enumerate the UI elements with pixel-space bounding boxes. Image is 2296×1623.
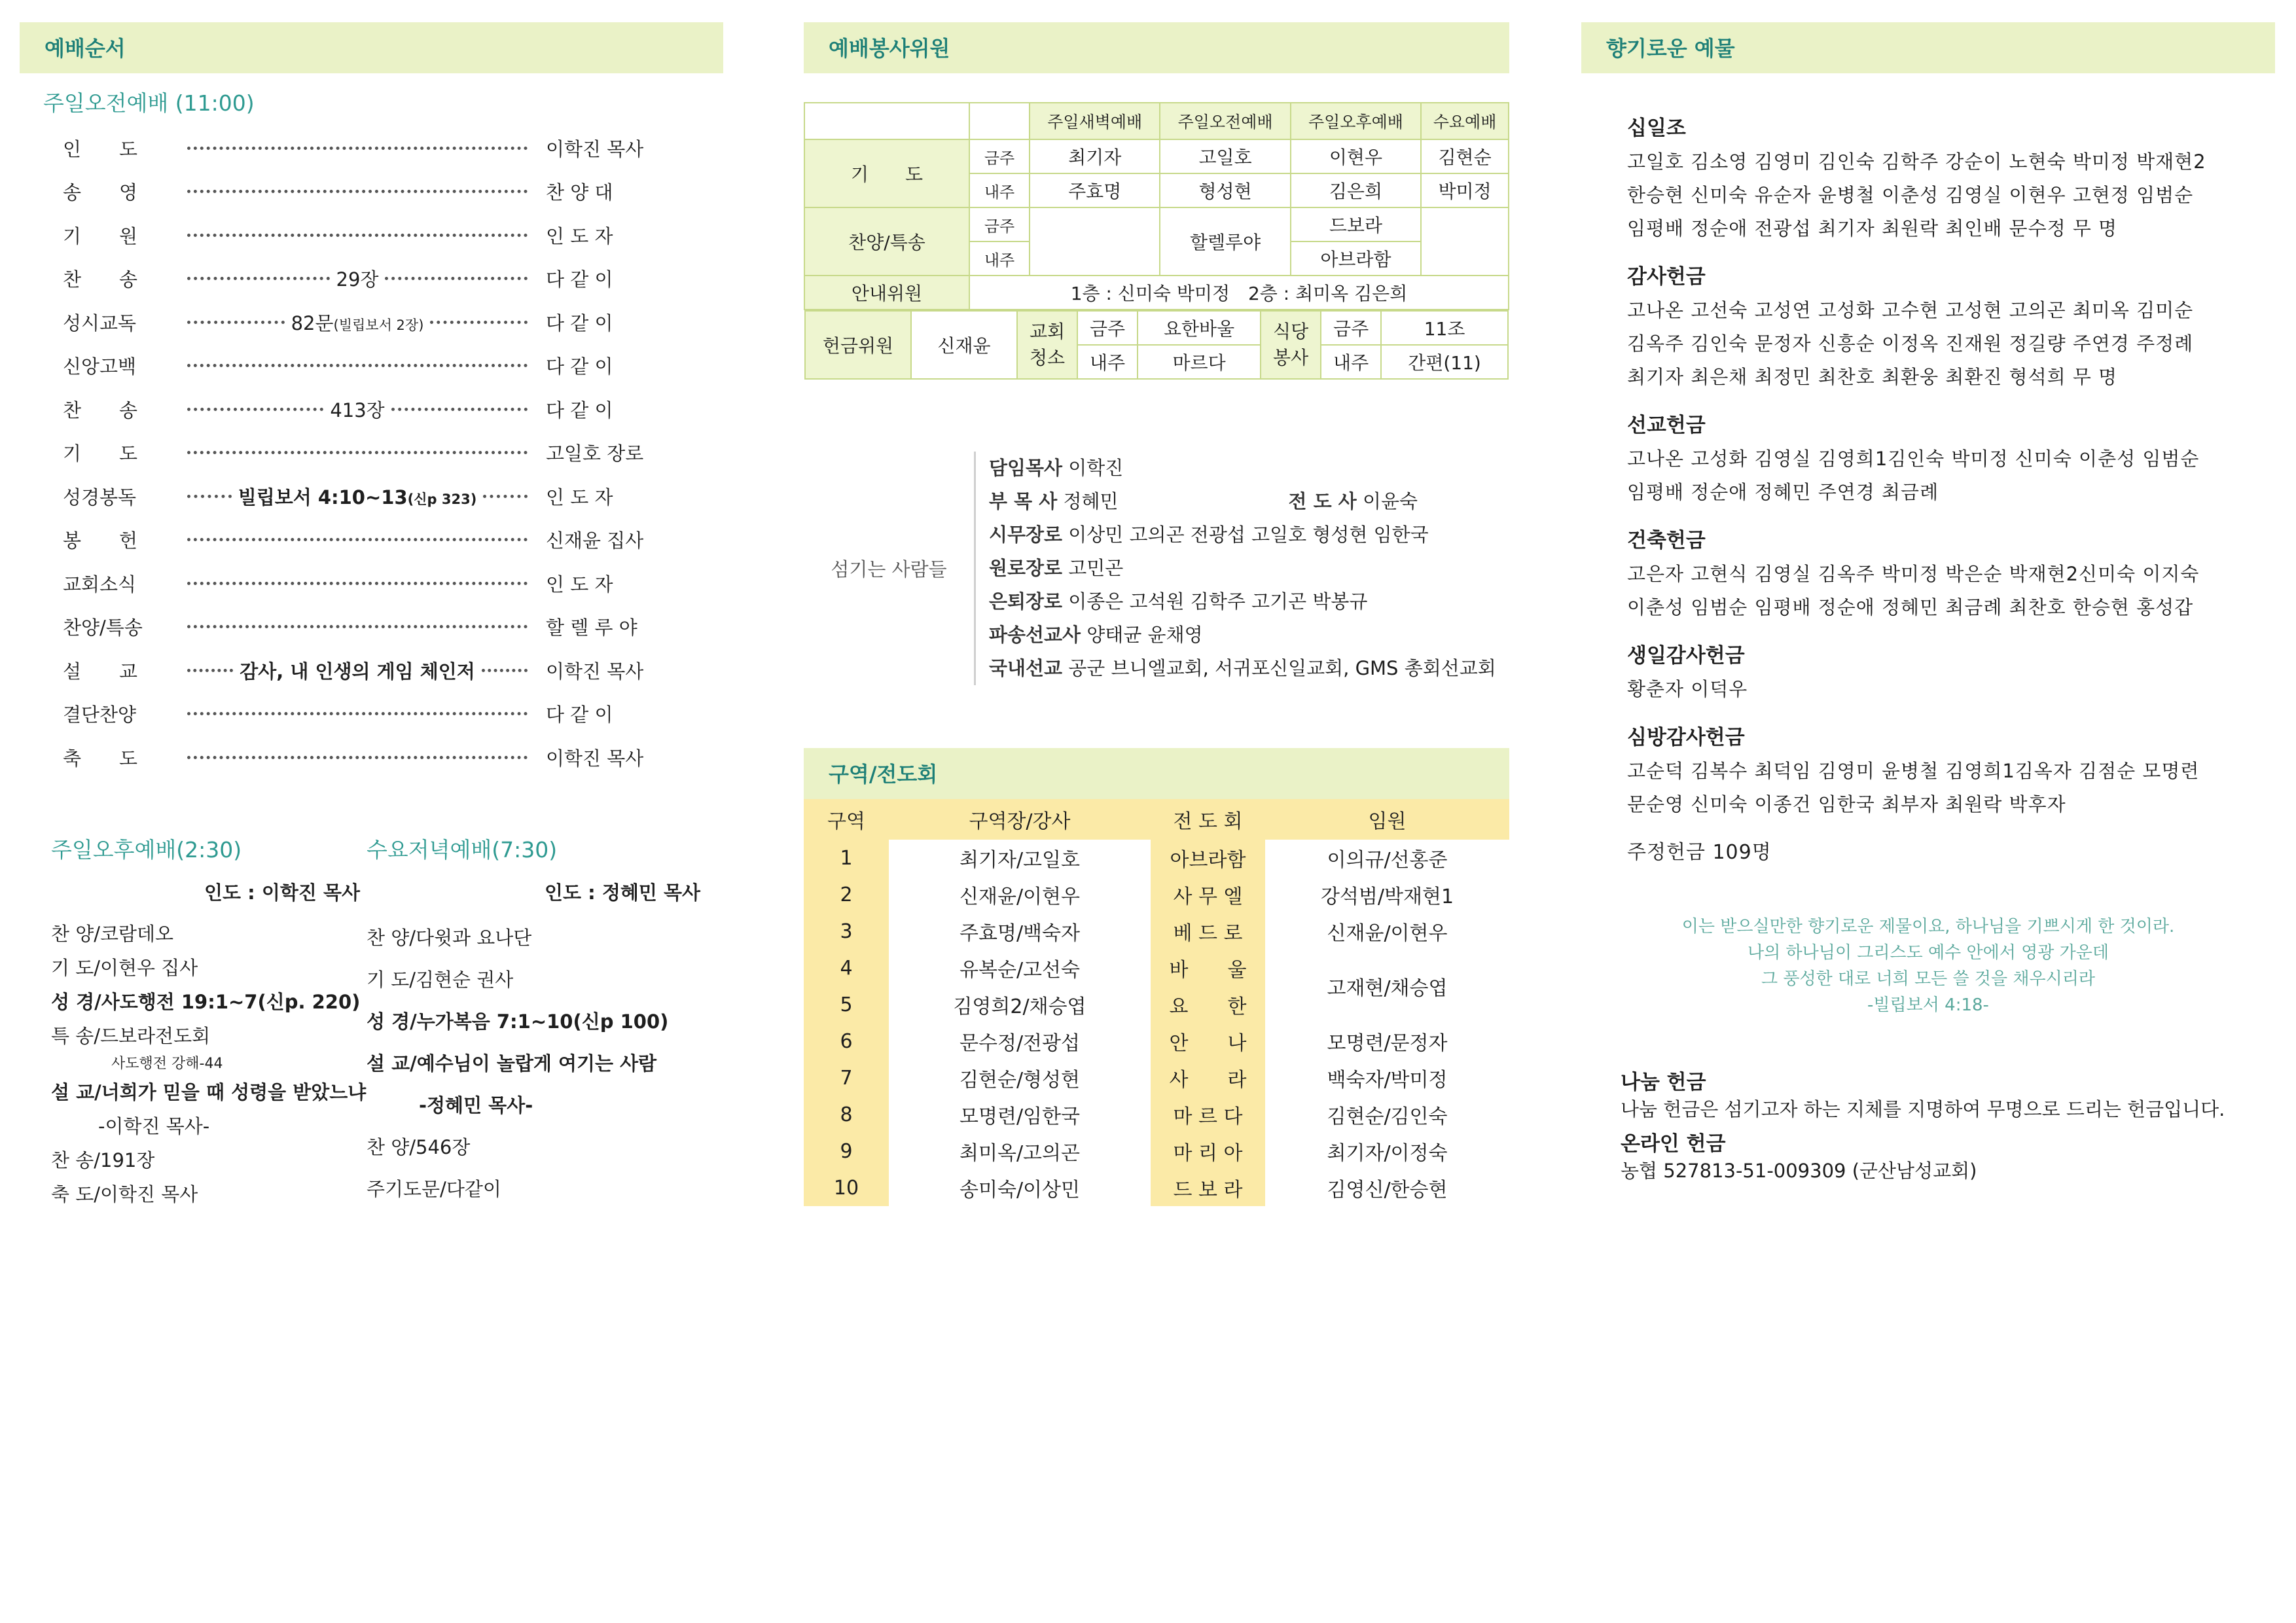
people-row xyxy=(989,452,1496,485)
offering-names: 김옥주 김인숙 문정자 신흥순 이정옥 진재원 정길량 주연경 주정례 xyxy=(1627,332,2194,355)
leader-dots xyxy=(187,669,233,672)
leader-dots xyxy=(187,277,330,280)
order-item: 찬 송 xyxy=(63,268,138,291)
order-item: 찬양/특송 xyxy=(63,616,143,639)
people-row xyxy=(989,552,1496,585)
district-society: 드 보 라 xyxy=(1151,1169,1265,1206)
people-title: 원로장로 xyxy=(989,557,1063,579)
people-names: 이학진 xyxy=(1068,457,1124,479)
order-item: 기 원 xyxy=(63,224,138,247)
district-society: 사 무 엘 xyxy=(1151,876,1265,913)
district-no: 8 xyxy=(804,1096,889,1133)
district-leader: 최미옥/고의곤 xyxy=(960,1142,1080,1165)
district-leader: 최기자/고일호 xyxy=(960,849,1080,872)
leader-dots xyxy=(187,234,528,237)
kitchen-this: 11조 xyxy=(1381,311,1508,345)
order-item: 기 도 xyxy=(63,442,138,465)
people-row xyxy=(989,618,1496,652)
other-services xyxy=(20,833,723,1211)
order-item: 교회소식 xyxy=(63,573,137,596)
order-item: 축 도 xyxy=(63,747,138,770)
district-col-header: 구역 xyxy=(804,799,889,840)
district-no: 7 xyxy=(804,1060,889,1096)
kitchen-label-2: 봉사 xyxy=(1273,347,1309,368)
order-detail-note: (빌립보서 2장) xyxy=(333,317,424,333)
online-title: 온라인 헌금 xyxy=(1621,1132,1726,1156)
people-row xyxy=(989,518,1496,552)
leader-dots xyxy=(187,147,528,150)
next-week-label: 내주 xyxy=(969,241,1030,276)
order-row xyxy=(20,126,723,170)
order-item: 성경봉독 xyxy=(63,486,137,508)
offering-value: 신재윤 xyxy=(911,311,1017,379)
col-header: 수요예배 xyxy=(1421,103,1509,139)
district-row xyxy=(804,1060,1509,1096)
people-names: 고민곤 xyxy=(1068,557,1124,579)
wed-line: 설 교/예수님이 놀랍게 여기는 사람 xyxy=(367,1052,657,1075)
order-person: 다 같 이 xyxy=(546,355,613,378)
district-row xyxy=(804,1096,1509,1133)
people-names: 이종은 고석원 김학주 고기곤 박봉규 xyxy=(1068,590,1368,613)
district-table xyxy=(804,799,1509,1206)
corner-cell-2 xyxy=(969,103,1030,139)
cell: 최기자 xyxy=(1030,139,1160,173)
offering-names: 고일호 김소영 김영미 김인숙 김학주 강순이 노현숙 박미정 박재현2 xyxy=(1627,151,2206,173)
people-names: 이상민 고의곤 전광섭 고일호 형성현 임한국 xyxy=(1068,524,1429,546)
sa-line: 성 경/사도행전 19:1~7(신p. 220) xyxy=(51,990,361,1013)
order-row xyxy=(20,518,723,562)
leader-dots xyxy=(483,495,528,498)
order-detail-main: 감사, 내 인생의 게임 체인저 xyxy=(240,660,475,683)
sunday-afternoon-title: 주일오후예배(2:30) xyxy=(51,836,242,863)
district-leader: 문수정/전광섭 xyxy=(960,1032,1080,1055)
district-officer: 백숙자/박미정 xyxy=(1327,1069,1448,1092)
wed-line: 성 경/누가복음 7:1~10(신p 100) xyxy=(367,1010,669,1033)
sa-line: -이학진 목사- xyxy=(98,1115,210,1137)
order-detail xyxy=(238,483,477,510)
wed-line: 주기도문/다같이 xyxy=(367,1177,501,1200)
order-middle xyxy=(181,756,534,759)
order-middle xyxy=(181,147,534,150)
order-person: 인 도 자 xyxy=(546,573,613,596)
order-person: 다 같 이 xyxy=(546,268,613,291)
district-no: 4 xyxy=(804,950,889,986)
district-col-header: 전 도 회 xyxy=(1151,799,1265,840)
district-officer: 신재윤/이현우 xyxy=(1327,922,1448,945)
next-week-label: 내주 xyxy=(1321,345,1381,379)
order-detail-main: 413장 xyxy=(330,399,385,421)
order-row xyxy=(20,431,723,475)
district-leader: 모명련/임한국 xyxy=(960,1105,1080,1128)
serving-people-label: 섬기는 사람들 xyxy=(831,558,947,580)
serving-people xyxy=(804,452,1509,685)
cell: 박미정 xyxy=(1421,173,1509,207)
order-middle xyxy=(181,483,534,510)
order-row xyxy=(20,213,723,257)
offering-group-title: 심방감사헌금 xyxy=(1627,726,1745,749)
cleaning-label-2: 청소 xyxy=(1029,347,1066,368)
leader-dots xyxy=(385,277,528,280)
cell: 할렐루야 xyxy=(1160,207,1290,276)
praise-label: 찬양/특송 xyxy=(804,207,969,276)
order-detail-main: 빌립보서 4:10~13 xyxy=(238,486,408,508)
district-no: 2 xyxy=(804,876,889,913)
cell: 이현우 xyxy=(1291,139,1421,173)
leader-dots xyxy=(187,408,323,411)
people-title: 국내선교 xyxy=(989,657,1063,679)
offering-group-title: 감사헌금 xyxy=(1627,265,1706,289)
order-detail xyxy=(240,657,475,684)
order-detail-main: 29장 xyxy=(336,268,379,291)
this-week-label: 금주 xyxy=(1077,311,1138,345)
offering-group xyxy=(1627,111,2275,245)
leader-dots xyxy=(187,451,528,454)
order-detail xyxy=(330,396,384,423)
district-officer: 최기자/이정숙 xyxy=(1327,1142,1448,1165)
order-person: 찬 양 대 xyxy=(546,181,613,204)
sa-line: 특 송/드보라전도회 xyxy=(51,1024,211,1047)
cell: 고일호 xyxy=(1160,139,1290,173)
order-item: 신앙고백 xyxy=(63,355,137,378)
offering-row xyxy=(804,310,1509,380)
people-row xyxy=(989,585,1496,618)
order-person: 이학진 목사 xyxy=(546,137,644,160)
cell xyxy=(1421,207,1509,276)
order-item: 찬 송 xyxy=(63,399,138,421)
people-title: 담임목사 xyxy=(989,457,1063,479)
district-society: 안 나 xyxy=(1151,1023,1265,1060)
sa-line-note: 사도행전 강해-44 xyxy=(111,1055,223,1072)
leader-dots xyxy=(187,364,528,367)
order-person: 인 도 자 xyxy=(546,224,613,247)
offering-names: 최기자 최은채 최정민 최찬호 최환웅 최환진 형석희 무 명 xyxy=(1627,366,2118,388)
order-person: 고일호 장로 xyxy=(546,442,644,465)
people-title: 파송선교사 xyxy=(989,624,1081,646)
order-person: 다 같 이 xyxy=(546,704,613,726)
order-row xyxy=(20,736,723,779)
order-middle xyxy=(181,265,534,292)
district-leader: 김영희2/채승엽 xyxy=(953,995,1086,1018)
wed-line: 찬 양/다윗과 요나단 xyxy=(367,926,532,949)
offering-names: 고나온 고선숙 고성연 고성화 고수현 고성현 고의곤 최미옥 김미순 xyxy=(1627,299,2194,321)
order-row xyxy=(20,170,723,214)
district-row xyxy=(804,950,1509,986)
cell xyxy=(1030,207,1160,276)
offering-group-title: 십일조 xyxy=(1627,116,1686,140)
people-title: 은퇴장로 xyxy=(989,590,1063,613)
district-row xyxy=(804,1169,1509,1206)
bible-verse xyxy=(1581,914,2275,1018)
order-item: 성시교독 xyxy=(63,312,137,334)
district-leader: 신재윤/이현우 xyxy=(960,885,1080,908)
worship-order-column xyxy=(20,22,723,1211)
district-officer: 고재현/채승엽 xyxy=(1327,977,1448,1000)
order-person: 다 같 이 xyxy=(546,312,613,334)
order-item: 설 교 xyxy=(63,660,138,683)
serving-people-list xyxy=(974,452,1496,685)
verse-line: 그 풍성한 대로 너희 모든 쓸 것을 채우시리라 xyxy=(1761,969,2095,989)
usher-value: 1층 : 신미숙 박미정 2층 : 최미옥 김은희 xyxy=(969,276,1509,310)
offering-group-title: 건축헌금 xyxy=(1627,529,1706,552)
district-officer: 김영신/한승현 xyxy=(1327,1179,1448,1202)
leader-dots xyxy=(187,190,528,193)
online-text: 농협 527813-51-009309 (군산남성교회) xyxy=(1621,1160,1977,1182)
district-society: 마 르 다 xyxy=(1151,1096,1265,1133)
sa-line: 축 도/이학진 목사 xyxy=(51,1183,198,1205)
order-detail xyxy=(336,265,379,292)
offering-names: 이춘성 임범순 임평배 정순애 정혜민 최금례 최찬호 한승현 홍성갑 xyxy=(1627,596,2194,618)
leader-dots xyxy=(187,625,528,628)
district-col-header: 구역장/강사 xyxy=(889,799,1151,840)
col-header: 주일오후예배 xyxy=(1291,103,1421,139)
offering-group-title: 생일감사헌금 xyxy=(1627,644,1745,668)
sa-line: 찬 송/191장 xyxy=(51,1149,155,1171)
cleaning-this: 요한바울 xyxy=(1138,311,1261,345)
this-week-label: 금주 xyxy=(969,207,1030,241)
sharing-text: 나눔 헌금은 섬기고자 하는 지체를 지명하여 무명으로 드리는 헌금입니다. xyxy=(1621,1098,2225,1120)
district-leader: 주효명/백숙자 xyxy=(960,922,1080,945)
order-detail xyxy=(291,309,424,336)
district-row xyxy=(804,876,1509,913)
wed-line: -정혜민 목사- xyxy=(419,1094,533,1116)
cleaning-label-1: 교회 xyxy=(1029,321,1066,342)
order-person: 다 같 이 xyxy=(546,399,613,421)
offering-names: 고나온 고성화 김영실 김영희1김인숙 박미정 신미숙 이춘성 임범순 xyxy=(1627,448,2200,470)
order-person: 신재윤 집사 xyxy=(546,529,644,552)
district-row xyxy=(804,913,1509,950)
offering-names: 고순덕 김복수 최덕임 김영미 윤병철 김영희1김옥자 김점순 모명련 xyxy=(1627,760,2200,782)
cleaning-next: 마르다 xyxy=(1138,345,1261,379)
cell: 주효명 xyxy=(1030,173,1160,207)
corner-cell xyxy=(804,103,969,139)
order-item: 인 도 xyxy=(63,137,138,160)
leader-dots xyxy=(187,712,528,715)
wednesday-title: 수요저녁예배(7:30) xyxy=(367,836,558,863)
offering-names: 문순영 신미숙 이종건 임한국 최부자 최원락 박후자 xyxy=(1627,793,2066,815)
district-officer: 김현순/김인숙 xyxy=(1327,1105,1448,1128)
verse-line: -빌립보서 4:18- xyxy=(1867,995,1989,1015)
people-row xyxy=(989,485,1496,518)
prayer-label: 기 도 xyxy=(804,139,969,207)
offering-group xyxy=(1627,524,2275,624)
district-no: 5 xyxy=(804,986,889,1023)
district-society: 아브라함 xyxy=(1151,840,1265,876)
order-middle xyxy=(181,364,534,367)
verse-line: 나의 하나님이 그리스도 예수 안에서 영광 가운데 xyxy=(1748,943,2109,963)
order-middle xyxy=(181,309,534,336)
district-no: 9 xyxy=(804,1133,889,1169)
this-week-label: 금주 xyxy=(969,139,1030,173)
district-row xyxy=(804,840,1509,876)
district-no: 6 xyxy=(804,1023,889,1060)
verse-line: 이는 받으실만한 향기로운 제물이요, 하나님을 기쁘시게 한 것이라. xyxy=(1681,917,2175,936)
offering-info xyxy=(1581,1069,2275,1185)
district-header: 구역/전도회 xyxy=(804,748,1509,799)
order-middle xyxy=(181,538,534,541)
offering-group xyxy=(1627,260,2275,394)
this-week-label: 금주 xyxy=(1321,311,1381,345)
order-middle xyxy=(181,396,534,423)
kitchen-next: 간편(11) xyxy=(1381,345,1508,379)
cleaning-label xyxy=(1017,311,1077,379)
district-row xyxy=(804,1023,1509,1060)
wed-line: 찬 양/546장 xyxy=(367,1135,471,1158)
order-middle xyxy=(181,625,534,628)
order-middle xyxy=(181,234,534,237)
leader-dots xyxy=(430,321,528,324)
sunday-morning-title: 주일오전예배 (11:00) xyxy=(43,90,255,116)
order-middle xyxy=(181,190,534,193)
order-row xyxy=(20,257,723,301)
people-names: 정혜민 xyxy=(1063,490,1119,512)
weekly-offering: 주정헌금 109명 xyxy=(1627,841,1772,864)
order-row xyxy=(20,300,723,344)
district-col-header: 임원 xyxy=(1265,799,1509,840)
sa-line: 기 도/이현우 집사 xyxy=(51,956,198,979)
district-no: 3 xyxy=(804,913,889,950)
volunteers-header: 예배봉사위원 xyxy=(804,22,1509,73)
leader-dots xyxy=(187,538,528,541)
district-no: 10 xyxy=(804,1169,889,1206)
people-names: 양태균 윤채영 xyxy=(1086,624,1203,646)
volunteer-table xyxy=(804,102,1509,380)
order-person: 이학진 목사 xyxy=(546,660,644,683)
district-society: 베 드 로 xyxy=(1151,913,1265,950)
people-title: 시무장로 xyxy=(989,524,1063,546)
order-row xyxy=(20,387,723,431)
sunday-afternoon-leader: 인도 : 이학진 목사 xyxy=(204,881,360,904)
wednesday-leader: 인도 : 정혜민 목사 xyxy=(545,881,700,904)
district-officer: 이의규/선홍준 xyxy=(1327,849,1448,872)
order-row xyxy=(20,692,723,736)
offering-names: 고은자 고현식 김영실 김옥주 박미정 박은순 박재현2신미숙 이지숙 xyxy=(1627,563,2200,585)
cell: 아브라함 xyxy=(1291,241,1421,276)
order-middle xyxy=(181,451,534,454)
order-row xyxy=(20,474,723,518)
col-header: 주일오전예배 xyxy=(1160,103,1290,139)
order-detail-main: 82문 xyxy=(291,312,334,334)
district-leader: 송미숙/이상민 xyxy=(960,1179,1080,1202)
sa-line: 설 교/너희가 믿을 때 성령을 받았느냐 xyxy=(51,1080,367,1103)
district-leader: 김현순/형성현 xyxy=(960,1069,1080,1092)
district-officer: 모명련/문정자 xyxy=(1327,1032,1448,1055)
wednesday-service xyxy=(367,833,713,1211)
district-row xyxy=(804,1133,1509,1169)
district-officer: 강석범/박재현1 xyxy=(1320,885,1454,908)
order-person: 인 도 자 xyxy=(546,486,613,508)
offerings-column xyxy=(1581,22,2275,1192)
offering-names: 임평배 정순애 정혜민 주연경 최금례 xyxy=(1627,481,1939,503)
order-middle xyxy=(181,712,534,715)
offering-names: 임평배 정순애 전광섭 최기자 최원락 최인배 문수정 무 명 xyxy=(1627,217,2118,240)
district-society: 사 라 xyxy=(1151,1060,1265,1096)
weekly-offering-block xyxy=(1581,836,2275,869)
leader-dots xyxy=(187,582,528,585)
order-person: 이학진 목사 xyxy=(546,747,644,770)
kitchen-label-1: 식당 xyxy=(1273,321,1309,342)
next-week-label: 내주 xyxy=(1077,345,1138,379)
district-leader: 유복순/고선숙 xyxy=(960,959,1080,982)
order-row xyxy=(20,605,723,649)
offering-groups xyxy=(1581,111,2275,821)
leader-dots xyxy=(187,756,528,759)
sharing-title: 나눔 헌금 xyxy=(1621,1071,1706,1094)
cell: 드보라 xyxy=(1291,207,1421,241)
offering-label: 헌금위원 xyxy=(805,311,911,379)
sa-line: 찬 양/코람데오 xyxy=(51,922,174,945)
usher-label: 안내위원 xyxy=(804,276,969,310)
offerings-header: 향기로운 예물 xyxy=(1581,22,2275,73)
wed-line: 기 도/김현순 권사 xyxy=(367,968,514,991)
worship-order-list xyxy=(20,126,723,779)
worship-order-header: 예배순서 xyxy=(20,22,723,73)
volunteers-column xyxy=(804,22,1509,1206)
leader-dots xyxy=(187,321,285,324)
district-society: 마 리 아 xyxy=(1151,1133,1265,1169)
order-item: 결단찬양 xyxy=(63,704,137,726)
leader-dots xyxy=(482,669,528,672)
offering-group xyxy=(1627,408,2275,509)
order-person: 할 렐 루 야 xyxy=(546,616,637,639)
people-names: 이윤숙 xyxy=(1362,490,1418,512)
order-row xyxy=(20,344,723,388)
leader-dots xyxy=(187,495,232,498)
cell: 김은희 xyxy=(1291,173,1421,207)
order-item: 송 영 xyxy=(63,181,138,204)
offering-group xyxy=(1627,639,2275,706)
offering-names: 한승현 신미숙 유순자 윤병철 이춘성 김영실 이현우 고현정 임범순 xyxy=(1627,184,2194,206)
order-middle xyxy=(181,657,534,684)
people-title: 전 도 사 xyxy=(1288,490,1357,512)
next-week-label: 내주 xyxy=(969,173,1030,207)
kitchen-label xyxy=(1261,311,1321,379)
order-row xyxy=(20,649,723,692)
sunday-afternoon-service xyxy=(20,833,367,1211)
cell: 형성현 xyxy=(1160,173,1290,207)
offering-names: 황춘자 이덕우 xyxy=(1627,678,1748,700)
order-detail-note: (신p 323) xyxy=(407,491,477,507)
order-row xyxy=(20,562,723,605)
people-title: 부 목 사 xyxy=(989,490,1058,512)
people-row xyxy=(989,652,1496,685)
cell: 김현순 xyxy=(1421,139,1509,173)
leader-dots xyxy=(391,408,528,411)
district-society: 바 울 xyxy=(1151,950,1265,986)
offering-subtable xyxy=(804,310,1509,380)
offering-group-title: 선교헌금 xyxy=(1627,414,1706,437)
order-middle xyxy=(181,582,534,585)
people-names: 공군 브니엘교회, 서귀포신일교회, GMS 총회선교회 xyxy=(1068,657,1496,679)
offering-group xyxy=(1627,721,2275,821)
district-society: 요 한 xyxy=(1151,986,1265,1023)
district-no: 1 xyxy=(804,840,889,876)
order-item: 봉 헌 xyxy=(63,529,138,552)
col-header: 주일새벽예배 xyxy=(1030,103,1160,139)
